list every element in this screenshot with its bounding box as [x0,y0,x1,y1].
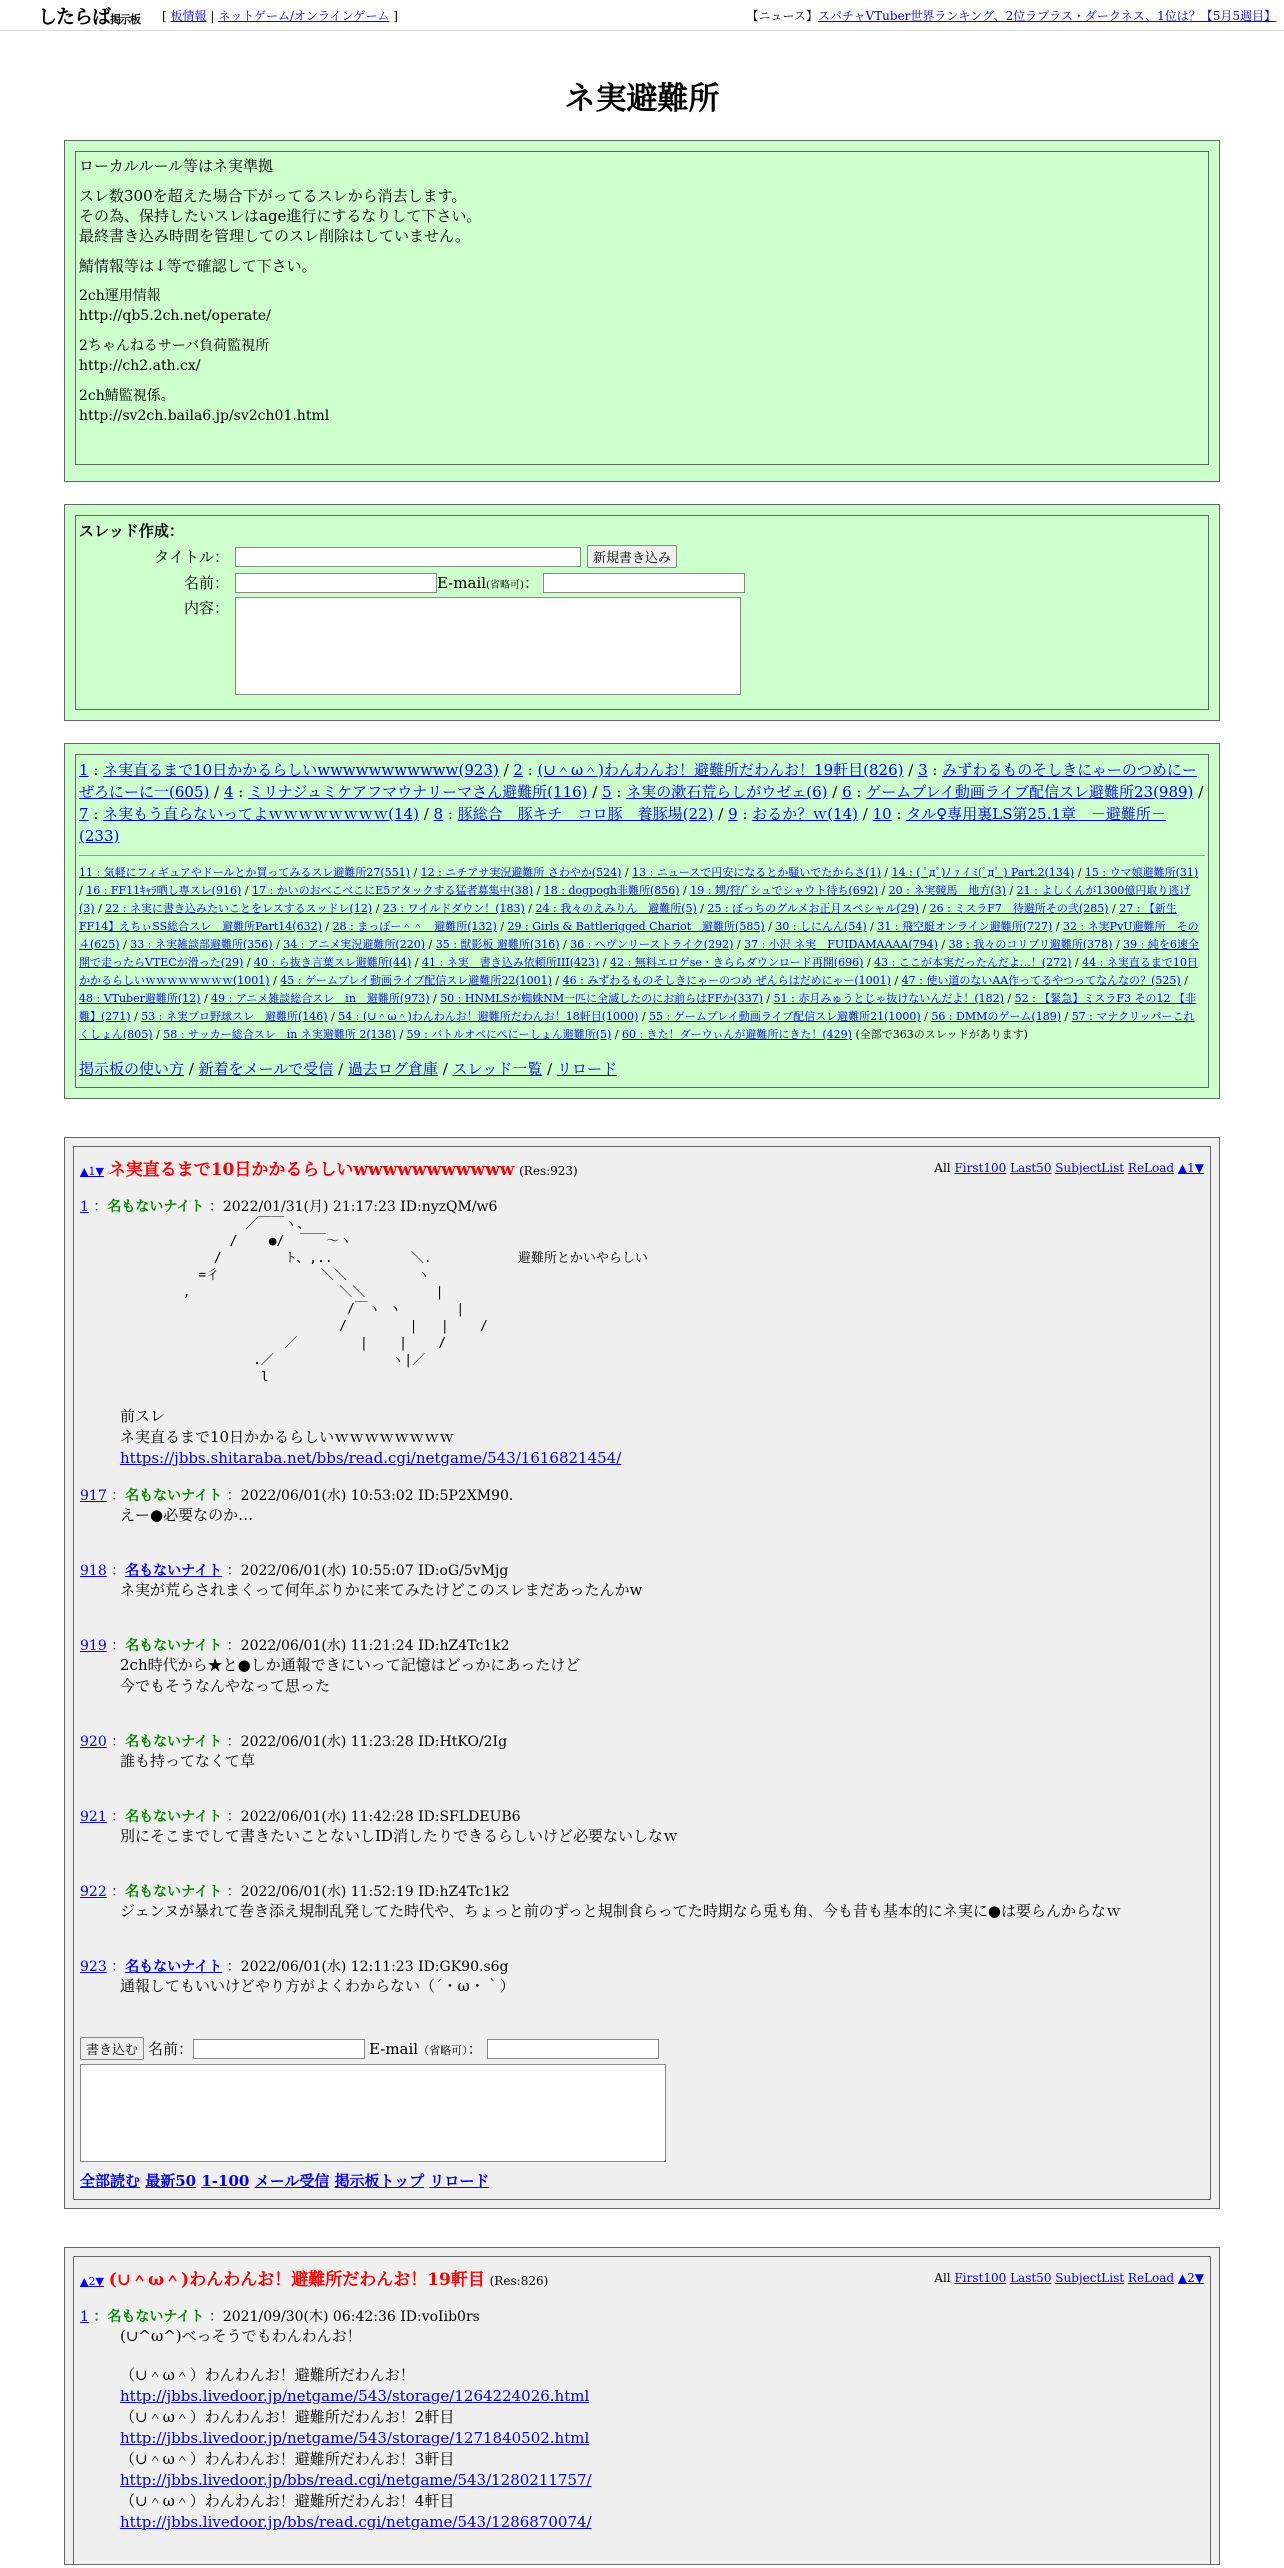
thread-link-number[interactable]: 3 [918,761,928,779]
local-rules [75,151,1209,465]
post-number[interactable]: 923 [80,1959,107,1975]
post-link[interactable]: http://jbbs.livedoor.jp/netgame/543/storage/1271840502.html [120,2429,590,2447]
poster-name-link[interactable]: 名もないナイト [125,1563,223,1579]
board-link[interactable]: スレッド一覧 [452,1060,543,1078]
thread-2-body [73,2256,1211,2565]
poster-name: 名もないナイト [125,1488,223,1504]
post [80,1806,1204,1847]
thread-link[interactable]: 27 : 【新生FF14】えちぃSS総合スレ 避難所Part14(632) [79,902,1177,933]
poster-name: 名もないナイト [125,1809,223,1825]
thread-link[interactable]: 37 : 小沢 ネ実 FUIDAMAAAA(794) [744,938,938,951]
post-info: ：2022/06/01(水) 10:53:02 ID:5P2XM90. [226,1488,514,1504]
thread-link[interactable]: 39 : 純を6速全開で走ったらVTECが滑った(29) [79,938,1199,969]
thread-link[interactable]: ネ実の漱石荒らしがウゼェ(6) [626,783,828,801]
thread-link-number[interactable]: 4 [223,783,234,801]
post-body [120,2326,1204,2533]
post-header: 923 ：名もないナイト ：2022/06/01(水) 12:11:23 ID:GK90.s6g [80,1959,509,1975]
poster-name: 名もないナイト [107,1199,205,1215]
thread-link[interactable]: 24 : 我々のえみりん 避難所(5) [535,902,697,915]
thread-nav: All First100 Last50 SubjectList ReLoad ▲1▼ [934,1160,1204,1175]
thread-link[interactable]: 14 : ( ﾟдﾟ)ﾉ ｧ ｲ ﾐ(ﾟдﾟ ) Part.2(134) [891,866,1075,879]
rule-text: 鯖情報等は↓等で確認して下さい。 [79,257,317,275]
thread-link[interactable]: 52 : 【緊急】ミスラF3 その12 【非難】(271) [79,992,1196,1023]
post [80,1956,1204,1997]
thread-link[interactable]: 48 : VTuber避難所(12) [79,992,201,1005]
reload-link[interactable]: ReLoad [1127,1160,1175,1175]
rule-text: 2ch運用情報 http://qb5.2ch.net/operate/ [79,288,271,324]
post-number[interactable]: 921 [80,1809,107,1825]
last50-link[interactable]: Last50 [1010,1160,1052,1175]
title-input[interactable] [235,547,581,567]
reply-email-input[interactable] [487,2039,659,2059]
thread-link[interactable]: タル♀専用裏LS第25.1章 －避難所－(233) [79,805,1166,845]
new-thread-form [75,515,1209,710]
thread-link[interactable]: 21 : よしくんが1300億円取り逃げ(3) [79,884,1191,915]
post-header: 919 ：名もないナイト ：2022/06/01(水) 11:21:24 ID:hZ4Tc1k2 [80,1638,510,1654]
thread-link[interactable]: 19 : 甥/狩/ﾞシュでシャウト待ち(692) [690,884,878,897]
new-post-button[interactable]: 新規書き込み [587,545,677,568]
thread-bottom-link[interactable]: 1-100 [201,2172,250,2190]
content-label: 内容： [183,599,229,617]
thread-bottom-link[interactable]: 掲示板トップ [334,2172,425,2190]
thread-link[interactable]: 18 : dogpogh非難所(856) [543,884,680,897]
post-line: 通報してもいいけどやり方がよくわからない（´・ω・｀） [120,1977,515,1995]
name-label: 名前： [183,574,229,592]
post-body [120,1655,1204,1697]
thread-link[interactable]: 33 : ネ実雑談部避難所(356) [130,938,273,951]
rule-text: 2ちゃんねるサーバ負荷監視所 http://ch2.ath.cx/ [79,338,270,374]
thread-link[interactable]: 31 : 飛空艇オンライン避難所(727) [877,920,1053,933]
name-input[interactable] [235,573,437,593]
res-count: (Res:923) [519,1164,578,1178]
thread-link[interactable]: ゲームプレイ動画ライブ配信スレ避難所23(989) [866,783,1194,801]
post-number[interactable]: 1 [80,1199,89,1215]
post-number[interactable]: 917 [80,1488,107,1504]
thread-bottom-link[interactable]: メール受信 [254,2172,330,2190]
post-header: 918 ：名もないナイト ：2022/06/01(水) 10:55:07 ID:oG/5vMjg [80,1563,509,1579]
thread-bottom-link[interactable]: 最新50 [145,2172,197,2190]
post [80,1560,1204,1601]
thread-nav: All First100 Last50 SubjectList ReLoad ▲2▼ [934,2270,1204,2285]
post-body [120,1901,1204,1922]
thread-link[interactable]: 60 : きた！ダーウぃんが避難所にきた！(429) [621,1028,852,1041]
thread-bottom-links [80,2170,1204,2191]
post-number[interactable]: 1 [80,2309,89,2325]
subjectlist-link[interactable]: SubjectList [1055,1160,1125,1175]
thread-1-body [73,1146,1211,2200]
post-link[interactable]: http://jbbs.livedoor.jp/bbs/read.cgi/netgame/543/1280211757/ [120,2471,592,2489]
new-thread-panel [64,504,1220,721]
thread-link[interactable]: みずわるものそしきにゃーのつめにーぜろにーに一(605) [79,761,1197,801]
thread-link[interactable]: 50 : HNMLSが蜘蛛NM一匹に全滅したのにお前らはFFか(337) [440,992,763,1005]
thread-nav-arrows[interactable]: ▲1▼ [80,1165,104,1178]
thread-count-note: (全部で363のスレッドがあります) [855,1028,1028,1041]
thread-link[interactable]: 13 : ニュースで円安になるとか騒いでたからさ(1) [632,866,881,879]
thread-link[interactable]: 34 : アニメ実況避難所(220) [283,938,426,951]
board-link[interactable]: 過去ログ倉庫 [347,1060,438,1078]
post-line: 今でもそうなんやなって思った [120,1677,331,1695]
news-ticker: 【ニュース】スパチャVTuber世界ランキング、2位ラプラス・ダークネス、1位は？【5月5週目】 [746,8,1276,23]
thread-link-number[interactable]: 5 [602,783,612,801]
board-links: 掲示板の使い方 / 新着をメールで受信 / 過去ログ倉庫 / スレッド一覧 / リロード [79,1060,617,1078]
thread-link[interactable]: ネ実直るまで10日かかるらしいwwwwwwwwwww(923) [103,761,499,779]
post-line: （∪＾ω＾）わんわんお！避難所だわんお！4軒目 [120,2492,455,2510]
post-link[interactable]: http://jbbs.livedoor.jp/netgame/543/storage/1264224026.html [120,2387,590,2405]
thread-link[interactable]: 20 : ネ実競馬 地方(3) [888,884,1006,897]
post-line: ネ実が荒らされまくって何年ぶりかに来てみたけどこのスレまだあったんかw [120,1581,643,1599]
post-body [120,1976,1204,1997]
thread-bottom-link[interactable]: リロード [429,2172,490,2190]
thread-link-number[interactable]: 2 [513,761,523,779]
post-line: ネ実直るまで10日かかるらしいｗｗｗｗｗｗｗｗ [120,1428,455,1446]
thread-link[interactable]: おるか？ｗ(14) [752,805,858,823]
last50-link[interactable]: Last50 [1010,2270,1052,2285]
post-header [80,2306,1204,2326]
post-header: 920 ：名もないナイト ：2022/06/01(水) 11:23:28 ID:HtKO/2Ig [80,1734,508,1750]
post-info: ：2022/01/31(月) 21:17:23 ID:nyzQM/w6 [208,1199,498,1215]
thread-link[interactable]: 54 : (∪＾ω＾)わんわんお！避難所だわんお！18軒目(1000) [338,1010,639,1023]
rule-text: スレ数300を超えた場合下がってるスレから消去します。 その為、保持したいスレはage進行にするなりして下さい。 最終書き込み時間を管理してのスレ削除はしていません。 [79,187,482,245]
post-info: ：2022/06/01(水) 10:55:07 ID:oG/5vMjg [226,1563,509,1579]
thread-link[interactable]: 55 : ゲームプレイ動画ライブ配信スレ避難所21(1000) [649,1010,921,1023]
post [80,1635,1204,1697]
reply-name-input[interactable] [193,2039,365,2059]
post-number[interactable]: 918 [80,1563,107,1579]
poster-name: 名もないナイト [125,1734,223,1750]
post [80,2306,1204,2533]
thread-link[interactable]: 45 : ゲームプレイ動画ライブ配信スレ避難所22(1001) [280,974,552,987]
thread-link[interactable]: 26 : ミスラF7 待避所その弐(285) [929,902,1109,915]
thread-link[interactable]: 47 : 使い道のないAA作ってるやつってなんなの？(525) [901,974,1181,987]
thread-link[interactable]: 42 : 無料エロゲse・きららダウンロード再開(696) [610,956,864,969]
rule-text: 2ch鯖監視係。 http://sv2ch.baila6.jp/sv2ch01.html [79,388,330,424]
post-body [120,1216,1204,1469]
thread-link[interactable]: 44 : ネ実直るまで10日かかるらしいｗｗｗｗｗｗｗｗ(1001) [79,956,1198,987]
thread-link[interactable]: 43 : ここが本実だったんだよ…！(272) [874,956,1072,969]
news-link[interactable]: スパチャVTuber世界ランキング、2位ラプラス・ダークネス、1位は？【5月5週目】 [817,8,1276,23]
thread-link[interactable]: 36 : ヘヴンリーストライク(292) [570,938,734,951]
thread-link[interactable]: 59 : バトルオペにぺにーしょん避難所(5) [406,1028,612,1041]
nav-board-info[interactable]: 板情報 [170,8,207,23]
thread-link[interactable]: 11 : 気軽にフィギュアやドールとか買ってみるスレ避難所27(551) [79,866,410,879]
thread-link[interactable]: 49 : アニメ雑談総合スレ in 避難所(973) [211,992,430,1005]
post-list [80,1196,1204,1997]
post-info: ：2022/06/01(水) 11:21:24 ID:hZ4Tc1k2 [226,1638,510,1654]
post-body [120,1751,1204,1772]
thread-link[interactable]: 38 : 我々のコリプリ避難所(378) [948,938,1113,951]
thread-title: (∪＾ω＾)わんわんお！避難所だわんお！19軒目 [108,2270,485,2290]
post [80,1485,1204,1526]
nav-category[interactable]: ネットゲーム/オンラインゲーム [218,8,390,23]
thread-link[interactable]: ネ実もう直らないってよｗｗｗｗｗｗｗｗ(14) [103,805,419,823]
post-number[interactable]: 919 [80,1638,107,1654]
first100-link[interactable]: First100 [954,1160,1007,1175]
board-title: ネ実避難所 [564,81,720,117]
post-info: ：2022/06/01(水) 11:52:19 ID:hZ4Tc1k2 [226,1884,510,1900]
rule-text: ローカルルール等はネ実準拠 [79,157,274,175]
thread-link[interactable]: 35 : 獣影板 避難所(316) [435,938,560,951]
email-label: E-mail(省略可)： [437,574,539,592]
post-body [120,1580,1204,1601]
poster-name: ：名もないナイト [93,2309,205,2325]
board-link[interactable]: 掲示板の使い方 [79,1060,185,1078]
thread-link[interactable]: 53 : ネ実プロ野球スレ 避難所(146) [141,1010,328,1023]
thread-link[interactable]: 56 : DMMのゲーム(189) [931,1010,1061,1023]
reply-email-label: E-mail（省略可）： [369,2040,483,2058]
form-heading: スレッド作成： [79,522,184,540]
thread-link[interactable]: 51 : 赤月みゅうとじゃ抜けないんだよ！(182) [773,992,1004,1005]
thread-nav-arrows[interactable]: ▲1▼ [1177,1160,1204,1175]
reply-textarea[interactable] [80,2064,666,2162]
thread-list [75,754,1209,1088]
thread-link-number[interactable]: 1 [79,761,89,779]
post-header: 921 ：名もないナイト ：2022/06/01(水) 11:42:28 ID:SFLDEUB6 [80,1809,521,1825]
poster-name: 名もないナイト [125,1638,223,1654]
post-header: 922 ：名もないナイト ：2022/06/01(水) 11:52:19 ID:hZ4Tc1k2 [80,1884,510,1900]
thread-link[interactable]: 30 : しにんん(54) [775,920,867,933]
post-body [120,1826,1204,1847]
thread-list-more: 11 : 気軽にフィギュアやドールとか買ってみるスレ避難所27(551) / 12 : ニチアサ実況避難所 さわやか(524) / 13 : ニュースで円安になるとか騒いでたからさ(1) / 14 : ( ﾟдﾟ)ﾉ ｧ ｲ ﾐ(ﾟдﾟ ) Part.2(134) / 15 : ウマ娘避難所(31) / 16 : FF11ｷｬﾗ晒し専スレ(916) / 17 : かいのおべこべこにE5アタックする猛者募集中(38) / 18 : dogpogh非難所(856) / 19 : 甥/狩/ﾞシュでシャウト待ち(692) / 20 : ネ実競馬 地方(3) / 21 : よしくんが1300億円取り逃げ(3) / 22 : ネ実に書き込みたいことをレスするスッドレ(12) / 23 : ワイルドダウン！(183) / 24 : 我々のえみりん 避難所(5) / 25 : ぼっちのグルメお正月スペシャル(29) / 26 : ミスラF7 待避所その弐(285) / 27 : 【新生FF14】えちぃSS総合スレ 避難所Part14(632) / 28 : まっぽー＾＾ 避難所(132) / 29 : Girls & Battlerigged Chariot 避難所(585) / 30 : しにんん(54) / 31 : 飛空艇オンライン避難所(727) / 32 : ネ実PvU避難所 その４(625) / 33 : ネ実雑談部避難所(356) / 34 : アニメ実況避難所(220) / 35 : 獣影板 避難所(316) / 36 : ヘヴンリーストライク(292) / 37 : 小沢 ネ実 FUIDAMAAAA(794) / 38 : 我々のコリプリ避難所(378) / 39 : 純を6速全開で走ったらVTECが滑った(29) / 40 : ら抜き言葉スレ避難所(44) / 41 : ネ実 書き込み依頼所III(423) / 42 : 無料エロゲse・きららダウンロード再開(696) / 43 : ここが本実だったんだよ…！(272) / 44 : ネ実直るまで10日かかるらしいｗｗｗｗｗｗｗｗ(1001) / 45 : ゲームプレイ動画ライブ配信スレ避難所22(1001) / 46 : みずわるものそしきにゃーのつめ ぜんらはだめにゃー(1001) / 47 : 使い道のないAA作ってるやつってなんなの？(525) / 48 : VTuber避難所(12) / 49 : アニメ雑談総合スレ in 避難所(973) / 50 : HNMLSが蜘蛛NM一匹に全滅したのにお前らはFFか(337) / 51 : 赤月みゅうとじゃ抜けないんだよ！(182) / 52 : 【緊急】ミスラF3 その12 【非難】(271) / 53 : ネ実プロ野球スレ 避難所(146) / 54 : (∪＾ω＾)わんわんお！避難所だわんお！18軒目(1000) / 55 : ゲームプレイ動画ライブ配信スレ避難所21(1000) / 56 : DMMのゲーム(189) / 57 : マナクリッパーこれくしょん(805) / 58 : サッカー総合スレ in ネ実避難所 2(138) / 59 : バトルオペにぺにーしょん避難所(5) / 60 : きた！ダーウぃんが避難所にきた！(429) (全部で363のスレッドがあります) [79,855,1205,1044]
post-line [120,2347,1204,2365]
thread-link[interactable]: ミリナジュミケアフマウナリーマさん避難所(116) [248,783,588,801]
res-count: (Res:826) [489,2274,549,2288]
thread-link-number[interactable]: 10 [872,805,892,823]
ascii-art: ／￣￣ヽ、 / ●/ ￣￣～ヽ / ト、,.. ＼. 避難所とかいやらしい =彳 ＼＼ ヽ , ＼＼ | /￣ヽ ヽ | / | | / ／ | | / .／ ヽ|／ l [182,1217,648,1385]
thread-link[interactable]: (∪＾ω＾)わんわんお！避難所だわんお！19軒目(826) [537,761,904,779]
subjectlist-link[interactable]: SubjectList [1055,2270,1125,2285]
thread-link[interactable]: 豚総合 豚キチ コロ豚 養豚場(22) [457,805,714,823]
thread-nav-arrows[interactable]: ▲2▼ [1177,2270,1204,2285]
board-link[interactable]: 新着をメールで受信 [198,1060,334,1078]
post-line: 前スレ [120,1407,166,1425]
post-line [120,2386,1204,2407]
thread-header [80,1155,1204,1180]
post-number[interactable]: 922 [80,1884,107,1900]
thread-header [80,2265,1204,2290]
post-line: （∪＾ω＾）わんわんお！避難所だわんお！ [120,2366,415,2384]
post-link[interactable]: http://jbbs.livedoor.jp/bbs/read.cgi/netgame/543/1286870074/ [120,2513,592,2531]
thread-link[interactable]: 32 : ネ実PvU避難所 その４(625) [79,920,1199,951]
reply-submit-button[interactable]: 書き込む [80,2037,144,2060]
reply-form [80,2037,1204,2166]
post-line [120,2428,1204,2449]
thread-link[interactable]: 23 : ワイルドダウン！(183) [382,902,525,915]
title-label: タイトル： [154,548,229,566]
poster-name[interactable] [125,1959,222,1975]
top-nav: [ 板情報 | ネットゲーム/オンラインゲーム ] [162,8,398,23]
post-info: ：2022/06/01(水) 12:11:23 ID:GK90.s6g [226,1959,509,1975]
thread-link-number[interactable]: 7 [79,805,89,823]
post [80,1881,1204,1922]
post-link[interactable]: https://jbbs.shitaraba.net/bbs/read.cgi/netgame/543/1616821454/ [120,1449,622,1467]
post-number[interactable]: 920 [80,1734,107,1750]
thread-link[interactable]: 15 : ウマ娘避難所(31) [1084,866,1199,879]
reply-name-label: 名前： [148,2040,194,2058]
local-rules-panel [64,140,1220,482]
post [80,1196,1204,1469]
post-line: えー●必要なのか… [120,1506,254,1524]
post-header: 1 ：名もないナイト ：2022/01/31(月) 21:17:23 ID:nyzQM/w6 [80,1199,498,1215]
poster-name[interactable] [125,1563,222,1579]
thread-link[interactable]: 40 : ら抜き言葉スレ避難所(44) [254,956,412,969]
post-line: (∪^ω^)べっそうでもわんわんお！ [120,2327,362,2345]
site-logo[interactable]: したらば掲示板 [38,5,141,28]
reload-link[interactable]: ReLoad [1127,2270,1175,2285]
thread-link[interactable]: 17 : かいのおべこべこにE5アタックする猛者募集中(38) [251,884,534,897]
email-input[interactable] [543,573,745,593]
thread-link[interactable]: 16 : FF11ｷｬﾗ晒し専スレ(916) [86,884,242,897]
post-line: （∪＾ω＾）わんわんお！避難所だわんお！3軒目 [120,2450,455,2468]
thread-list-panel [64,743,1220,1099]
thread-2 [64,2247,1220,2565]
thread-bottom-link[interactable]: 全部読む [80,2172,141,2190]
thread-1 [64,1137,1220,2209]
content-textarea[interactable] [235,597,741,695]
thread-link[interactable]: 57 : マナクリッパーこれくしょん(805) [79,1010,1195,1041]
thread-link[interactable]: 29 : Girls & Battlerigged Chariot 避難所(585) [507,920,765,933]
post-info: ：2021/09/30(木) 06:42:36 ID:voIib0rs [208,2309,480,2325]
poster-name-link[interactable]: 名もないナイト [125,1959,223,1975]
post [80,1731,1204,1772]
thread-link[interactable]: 58 : サッカー総合スレ in ネ実避難所 2(138) [163,1028,396,1041]
thread-link[interactable]: 25 : ぼっちのグルメお正月スペシャル(29) [707,902,919,915]
poster-name: 名もないナイト [125,1884,223,1900]
post-line [120,2470,1204,2491]
top-bar [0,0,1284,31]
thread-list-top: 1 : ネ実直るまで10日かかるらしいwwwwwwwwwww(923) / 2 : (∪＾ω＾)わんわんお！避難所だわんお！19軒目(826) / 3 : みずわるものそしきにゃーのつめにーぜろにーに一(605) / 4 : ミリナジュミケアフマウナリーマさん避難所(116) / 5 : ネ実の漱石荒らしがウゼェ(6) / 6 : ゲームプレイ動画ライブ配信スレ避難所23(989) / 7 : ネ実もう直らないってよｗｗｗｗｗｗｗｗ(14) / 8 : 豚総合 豚キチ コロ豚 養豚場(22) / 9 : おるか？ｗ(14) / 10 : タル♀専用裏LS第25.1章 －避難所－(233) [79,761,1204,845]
thread-link[interactable]: 41 : ネ実 書き込み依頼所III(423) [422,956,600,969]
thread-link[interactable]: 22 : ネ実に書き込みたいことをレスするスッドレ(12) [105,902,373,915]
thread-link-number[interactable]: 8 [433,805,444,823]
post-line: ジェンヌが暴れて巻き添え規制乱発してた時代や、ちょっと前のずっと規制食らってた時期なら兎も角、今も昔も基本的にネ実に●は要らんからなｗ [120,1902,1121,1920]
post-line: 別にそこまでして書きたいことないしID消したりできるらしいけど必要ないしなｗ [120,1827,678,1845]
thread-link-number[interactable]: 6 [842,783,852,801]
post-info: ：2022/06/01(水) 11:42:28 ID:SFLDEUB6 [226,1809,521,1825]
post-line: （∪＾ω＾）わんわんお！避難所だわんお！2軒目 [120,2408,455,2426]
thread-link[interactable]: 46 : みずわるものそしきにゃーのつめ ぜんらはだめにゃー(1001) [562,974,891,987]
thread-link[interactable]: 12 : ニチアサ実況避難所 さわやか(524) [420,866,622,879]
post-line: 2ch時代から★と●しか通報できにいって記憶はどっかにあったけど [120,1656,581,1674]
thread-nav-arrows[interactable]: ▲2▼ [80,2275,104,2288]
thread-title: ネ実直るまで10日かかるらしいwwwwwwwwwww [108,1160,515,1180]
post-body [120,1505,1204,1526]
thread-link[interactable]: 28 : まっぽー＾＾ 避難所(132) [332,920,497,933]
post-line [120,2512,1204,2533]
post-header: 917 ：名もないナイト ：2022/06/01(水) 10:53:02 ID:5P2XM90. [80,1488,514,1504]
post-info: ：2022/06/01(水) 11:23:28 ID:HtKO/2Ig [226,1734,508,1750]
thread-link-number[interactable]: 9 [728,805,738,823]
post-line: 誰も持ってなくて草 [120,1752,256,1770]
board-link[interactable]: リロード [556,1060,617,1078]
first100-link[interactable]: First100 [954,2270,1007,2285]
